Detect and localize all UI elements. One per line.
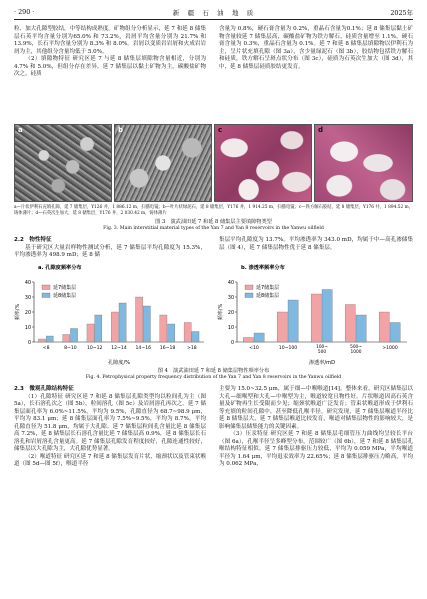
x-tick-label: 100~ [316,345,328,350]
bar-yan7 [184,323,191,343]
panel-label-b: b [118,126,124,134]
micrograph-b-sem-chlorite [114,124,212,202]
bar-yan7 [87,324,94,342]
x-tick-label: 8~10 [64,346,77,351]
figure-4-caption: 图 4 演武油田延 7 和延 8 储集层物性频率分布 [157,368,270,374]
bar-yan7 [243,338,253,343]
bar-yan7 [160,315,167,342]
chart-title: a. 孔隙度频率分布 [38,265,82,271]
paragraph: （2）喉道特征 研究区延 7 和延 8 储集层发育片状、缩颈状以及管束状喉道（图 5d—图 5f），喉道半径 [14,453,206,468]
y-axis-label: 频率/% [218,303,224,321]
paragraph: （1）孔隙特征 研究区延 7 和延 8 储集层孔隙类型均以粒间孔为主（图 5a），长石溶孔次之（图 5b），粒间溶孔（图 5c）及岩屑溶孔再次之。延 7 储集层面孔率为 6.0%~11.5%，平均为 9.5%，孔隙直径为 68.7~98.9 μm，平均为 83.1 μm；延 8 储集层面孔率为 7.5%~9.5%，平均为 8.7%，平均孔隙直径为 51.8 μm，均属于大孔隙。延 7 储集层粒间孔含量比延 8 储集层高 7.2%，延 8 储集层长石溶孔含量比延 7 储集层高 0.9%，延 8 储集层长石溶孔和岩屑溶孔含量更高。延 7 储集层孔隙发育程度较好，孔隙连通性较好，储集层以大孔隙为主，大孔隙优势显著。 [14,393,206,453]
y-tick-label: 20 [227,310,234,316]
paragraph: （2）填隙物特征 研究区延 7 与延 8 储集层填隙物含量相近，分别为 4.7% 和 5.0%，但组分存在差异。延 7 储集层以黏土矿物为主，碳酸盐矿物次之，硅质 [14,56,206,78]
y-tick-label: 40 [24,280,31,286]
bar-yan8 [119,303,126,342]
bar-yan7 [277,312,287,342]
right-column-top [219,26,413,71]
chart-title: b. 渗透率频率分布 [241,265,285,271]
section-heading: 2.3 微观孔隙结构特征 [14,386,74,392]
y-tick-label: 30 [24,295,31,301]
bar-yan7 [345,305,355,343]
panel-label-a: a [18,126,23,134]
paragraph: （3）压汞特征 研究区延 7 和延 8 储集层毛细管压力曲线均呈较长平台（图 6a），孔喉半径呈多峰型分布，范围较广（图 6b），延 7 和延 8 储集层孔喉结构特征相似。延 7 储集层排驱压力较低，平均为 0.059 MPa，平均喉道半径为 1.64 μm，平均退汞效率为 22.65%；延 8 储集层排驱压力略高，平均为 0.062 MPa， [219,431,413,468]
left-column-top [14,26,206,79]
x-tick-label: 10~12 [86,346,103,351]
x-tick-label: >18 [187,346,197,351]
micrograph-d-thin-section-quartz [314,124,413,202]
bar-yan8 [192,332,199,343]
publication-year: 2025年 [390,9,413,17]
x-tick-label: 16~18 [159,346,176,351]
x-tick-label: >1000 [382,346,398,351]
legend-swatch [42,293,50,298]
x-tick-label: 12~14 [111,346,127,351]
legend-label: 延8储集层 [256,293,280,299]
legend-label: 延8储集层 [53,293,77,299]
bar-yan8 [46,336,53,342]
permeability-frequency-chart [217,262,413,366]
y-tick-label: 0 [230,340,234,346]
bar-yan7 [63,335,70,343]
page-number: · 290 · [14,8,35,16]
figure-4-caption-en: Fig. 4. Petrophysical property frequency distribution of the Yan 7 and Yan 8 reservoirs in the Yanwu oilfield [85,375,342,380]
x-tick-label: 14~16 [135,346,152,351]
right-column-mid [219,237,413,252]
legend-swatch [42,285,50,290]
bar-yan8 [95,315,102,342]
bar-yan8 [143,306,150,342]
micrograph-c-thin-section-calcite [214,124,312,202]
legend-swatch [245,285,253,290]
bar-yan8 [356,315,366,342]
bar-yan7 [379,312,389,342]
running-header [14,8,413,20]
paragraph: 粒、加大孔隙型胶结，中等结构成熟度。矿物组分分析显示，延 7 和延 8 储集层石英平均含量分别为65.0% 和 73.2%，岩屑平均含量分别为 21.7% 和13.9%，长石平均含量分别为 8.3% 和 8.0%。岩屑以变质岩岩屑和火成岩岩屑为主，其他组分含量均低于 5.0%。 [14,26,206,55]
porosity-frequency-chart [14,262,210,366]
x-tick-label: 10~100 [278,346,298,351]
y-axis-label: 频率/% [15,303,21,321]
bar-yan8 [168,324,175,342]
legend-label: 延7储集层 [53,285,77,291]
y-tick-label: 10 [227,325,234,331]
x-tick-label: 500~ [350,345,362,350]
paragraph: 集层平均孔隙度为 13.7%，平均渗透率为 343.0 mD，均属于中—高孔渗储集层（图 4），延 7 储集层物性优于延 8 储集层。 [219,237,413,251]
y-tick-label: 40 [227,280,234,286]
journal-name: 新 疆 石 油 地 质 [172,9,255,17]
x-tick-label: <8 [42,346,50,351]
bar-yan8 [70,329,77,343]
bar-yan7 [111,312,118,342]
x-tick-label: 1000 [350,350,362,355]
x-tick-label: <10 [249,346,259,351]
bar-yan7 [38,339,45,342]
bar-yan8 [288,300,298,342]
legend-swatch [245,293,253,298]
bar-yan8 [322,290,332,343]
left-column-bottom [14,386,206,469]
section-heading: 2.2 物性特征 [14,237,52,243]
legend-label: 延7储集层 [256,285,280,291]
left-column-mid [14,237,206,260]
bar-yan7 [136,297,143,342]
paragraph: 含量为 0.8%，硬石膏含量为 0.2%，重晶石含量为0.1%；延 8 储集层黏土矿物含量较延 7 储集层高，碳酸盐矿物为铁方解石，硅质含量增至 1.1%，硬石膏含量为 0.3%，重晶石含量为 0.1%。延 7 和延 8 储集层填隙物以伊利石为主，呈片状充填孔隙（图 3a），含少量绿泥石（图 3b），胶结物包括铁方解石和硅质，铁方解石呈斑点状分布（图 3c），硅质为石英次生加大（图 3d），其中，延 8 储集层硅质胶结更发育。 [219,26,413,70]
figure-3-subcaption: a—片状伊利石充填孔隙，延 7 储集层，Y126 井，1 886.12 m，扫描电镜；b—叶片状绿泥石，延 8 储集层，Y176 井，1 914.25 m，扫描电镜；c—铁方解石胶结，延 8 储集层，Y176 井，1 894.52 m，铸体薄片；d—石英次生加大，延 8 储集层，Y176 井，2 030.42 m，铸体薄片 [14,205,413,216]
x-axis-label: 渗透率/mD [308,360,336,366]
bar-yan7 [311,294,321,342]
right-column-bottom [219,386,413,469]
y-tick-label: 10 [24,325,31,331]
panel-label-c: c [218,126,223,134]
y-tick-label: 0 [27,340,31,346]
paragraph: 主要为 15.0~32.5 μm，属于细—中喉喉道[14]。整体来看，研究区储集层以大孔—细喉型和大孔—中喉型为主，喉道较宽且物性好。片状喉道因高石英含量及矿物再生长受限而少见；缩颈状喉道广泛发育；管束状喉道形成于伊利石等充填的粒间孔隙中，甚至降低孔喉半径。研究发现，延 7 储集层喉道半径比延 8 储集层大，延 7 储集层喉道比较发育，喉道对储集层物性的影响较大，是影响储集层储集能力的关键因素。 [219,386,413,430]
y-tick-label: 30 [227,295,234,301]
micrograph-a-sem-illite [14,124,112,202]
panel-label-d: d [318,126,324,134]
bar-yan8 [390,323,400,343]
figure-3-caption: 图 3 演武油田延 7 和延 8 储集层主要填隙物类型 [155,219,272,225]
y-tick-label: 20 [24,310,31,316]
bar-yan8 [254,333,264,342]
x-tick-label: 500 [317,350,327,355]
figure-3-micrographs [14,124,413,202]
figure-3-caption-en: Fig. 3. Main interstitial material types of the Yan 7 and Yan 8 reservoirs in the Yanwu oilfield [103,226,324,231]
paragraph: 基于研究区大量岩样物性测试分析，延 7 储集层平均孔隙度为 15.3%，平均渗透率为 498.9 mD；延 8 储 [14,244,206,259]
x-axis-label: 孔隙度/% [107,360,131,366]
